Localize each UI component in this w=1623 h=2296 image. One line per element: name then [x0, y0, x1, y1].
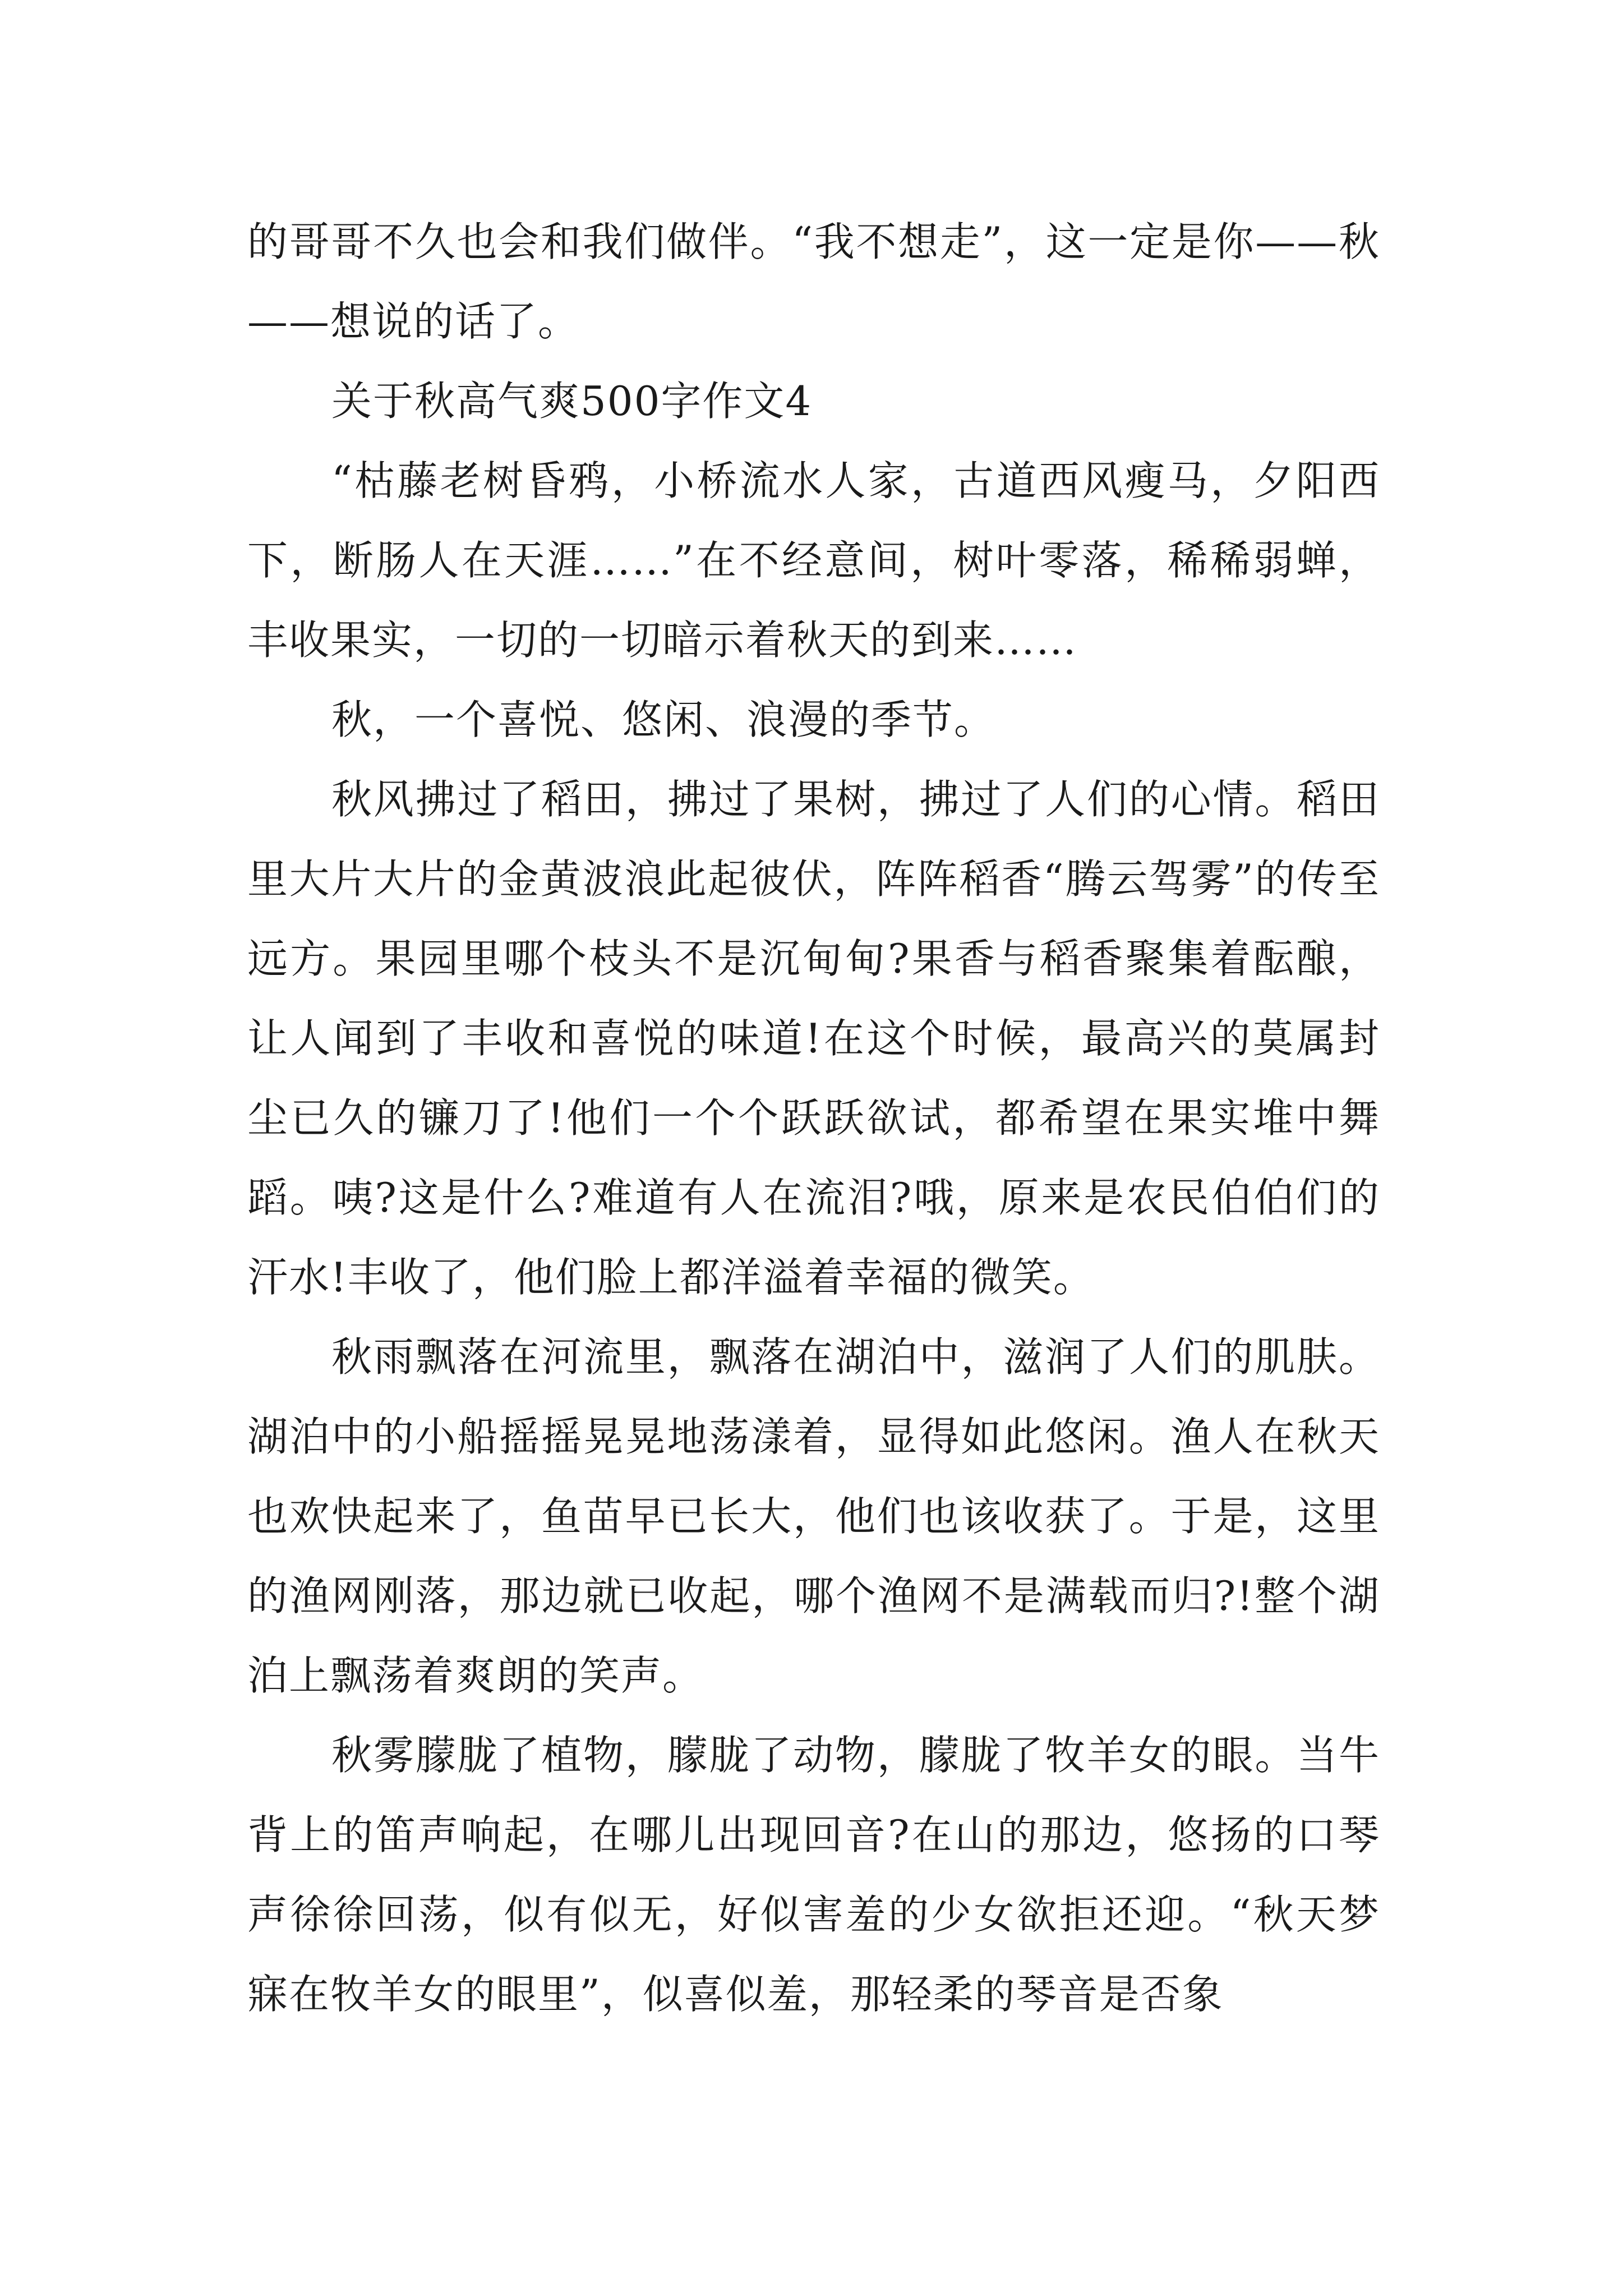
paragraph-autumn-wind: 秋风拂过了稻田，拂过了果树，拂过了人们的心情。稻田里大片大片的金黄波浪此起彼伏，阵阵稻香“腾云驾雾”的传至远方。果园里哪个枝头不是沉甸甸?果香与稻香聚集着酝酿，让人闻到了丰收和喜悦的味道!在这个时候，最高兴的莫属封尘已久的镰刀了!他们一个个跃跃欲试，都希望在果实堆中舞蹈。咦?这是什么?难道有人在流泪?哦，原来是农民伯伯们的汗水!丰收了，他们脸上都洋溢着幸福的微笑。 — [247, 776, 1380, 1301]
paragraph-autumn-season: 秋，一个喜悦、悠闲、浪漫的季节。 — [331, 696, 996, 743]
paragraph-autumn-mist: 秋雾朦胧了植物，朦胧了动物，朦胧了牧羊女的眼。当牛背上的笛声响起，在哪儿出现回音?在山的那边，悠扬的口琴声徐徐回荡，似有似无，好似害羞的少女欲拒还迎。“秋天梦寐在牧羊女的眼里”，似喜似羞，那轻柔的琴音是否象 — [247, 1732, 1380, 2018]
article-body — [247, 202, 1380, 2034]
article-heading: 关于秋高气爽500字作文4 — [331, 378, 813, 425]
paragraph-poem-intro: “枯藤老树昏鸦，小桥流水人家，古道西风瘦马，夕阳西下，断肠人在天涯……”在不经意间，树叶零落，稀稀弱蝉，丰收果实，一切的一切暗示着秋天的到来…… — [247, 457, 1380, 664]
paragraph-autumn-rain: 秋雨飘落在河流里，飘落在湖泊中，滋润了人们的肌肤。湖泊中的小船摇摇晃晃地荡漾着，显得如此悠闲。渔人在秋天也欢快起来了，鱼苗早已长大，他们也该收获了。于是，这里的渔网刚落，那边就已收起，哪个渔网不是满载而归?!整个湖泊上飘荡着爽朗的笑声。 — [247, 1333, 1380, 1699]
paragraph-continuation: 的哥哥不久也会和我们做伴。“我不想走”，这一定是你——秋——想说的话了。 — [247, 218, 1380, 345]
